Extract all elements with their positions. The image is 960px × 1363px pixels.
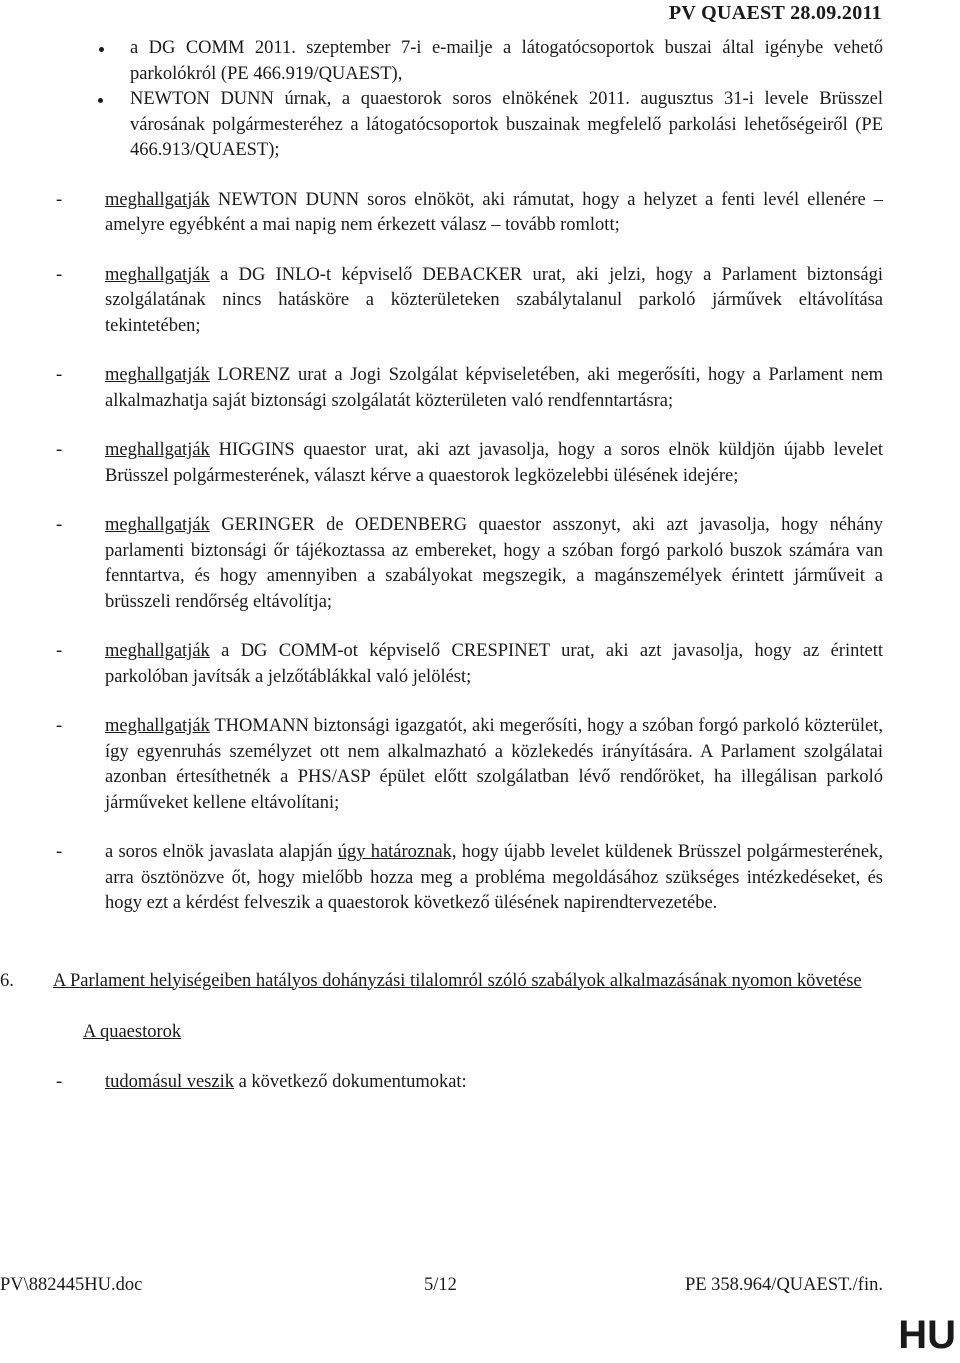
decision-verb: úgy határoznak, bbox=[337, 842, 457, 862]
footer-page-number: 5/12 bbox=[424, 1275, 457, 1295]
footer-doc-name: PV\882445HU.doc bbox=[0, 1275, 143, 1295]
hearing-item: - meghallgatják a DG INLO-t képviselő DEBACKER urat, aki jelzi, hogy a Parlament biztonsági szolgálatának nincs hatásköre a közterületeken szabálytalanul parkoló járművek eltávolítása tekintetében; bbox=[56, 264, 883, 336]
section-subhead: A quaestorok bbox=[83, 1022, 182, 1042]
bullet-icon bbox=[99, 47, 104, 52]
language-code: HU bbox=[898, 1313, 956, 1357]
section-verb: tudomásul veszik bbox=[105, 1071, 234, 1092]
section-title: A Parlament helyiségeiben hatályos dohányzási tilalomról szóló szabályok alkalmazásának nyomon követése bbox=[53, 970, 862, 991]
hearing-verb: meghallgatják bbox=[105, 365, 210, 385]
list-item: a DG COMM 2011. szeptember 7-i e-mailje a látogatócsoportok buszai által igénybe vehető parkolókról (PE 466.919/QUAEST), bbox=[30, 36, 883, 87]
hearing-verb: meghallgatják bbox=[105, 716, 210, 736]
section-item: - tudomásul veszik a következő dokumentumokat: bbox=[56, 1071, 467, 1092]
hearing-verb: meghallgatják bbox=[105, 264, 210, 285]
bullet-icon bbox=[98, 98, 103, 103]
hearing-item: - meghallgatják GERINGER de OEDENBERG quaestor asszonyt, aki azt javasolja, hogy néhány parlamenti biztonsági őr tájékoztassa az embereket, hogy a szóban forgó parkoló buszok számára van fenntartva, és hogy amennyiben a szabályokat megszegik, a magánszemélyek érintett járműveit a brüsszeli rendőrség eltávolítja; bbox=[56, 515, 883, 612]
document-body bbox=[0, 36, 883, 1095]
page-header-reference: PV QUAEST 28.09.2011 bbox=[668, 2, 882, 24]
section-number: 6. bbox=[0, 970, 14, 991]
list-item: NEWTON DUNN úrnak, a quaestorok soros elnökének 2011. augusztus 31-i levele Brüsszel városának polgármesteréhez a látogatócsoportok buszainak megfelelő parkolási lehetőségeiről (PE 466.913/QUAEST); bbox=[30, 87, 883, 164]
hearing-item: - meghallgatják HIGGINS quaestor urat, aki azt javasolja, hogy a soros elnök küldjön újabb levelet Brüsszel polgármesterének, választ kérve a quaestorok legközelebbi ülésének idejére; bbox=[56, 440, 883, 486]
hearing-item: - meghallgatják NEWTON DUNN soros elnököt, aki rámutat, hogy a helyzet a fenti levél ellenére – amelyre egyébként a mai napig nem érkezett válasz – tovább romlott; bbox=[56, 189, 883, 235]
hearing-verb: meghallgatják bbox=[105, 515, 210, 535]
hearing-verb: meghallgatják bbox=[105, 440, 210, 460]
hearing-item: - meghallgatják a DG COMM-ot képviselő CRESPINET urat, aki azt javasolja, hogy az érintett parkolóban javítsák a jelzőtáblákkal való jelölést; bbox=[56, 641, 883, 687]
decision-item: - a soros elnök javaslata alapján úgy határoznak, hogy újabb levelet küldenek Brüsszel polgármesterének, arra ösztönözve őt, hogy mielőbb hozza meg a probléma megoldásához szükséges intézkedéseket, és hogy ezt a kérdést felveszik a quaestorok következő ülésének napirendtervezetébe. bbox=[56, 842, 883, 913]
bullet-list bbox=[30, 36, 883, 164]
footer-reference: PE 358.964/QUAEST./fin. bbox=[684, 1275, 883, 1295]
hearing-item: - meghallgatják THOMANN biztonsági igazgatót, aki megerősíti, hogy a szóban forgó parkoló közterület, így egyenruhás személyzet ott nem alkalmazható a közlekedés irányítására. A Parlament szolgálatai azonban értesíthetnék a PHS/ASP épület előtt szolgálatban lévő rendőröket, ha illegálisan parkoló járműveket kellene eltávolítani; bbox=[56, 716, 883, 813]
agenda-section bbox=[0, 969, 905, 995]
hearing-item: - meghallgatják LORENZ urat a Jogi Szolgálat képviseletében, aki megerősíti, hogy a Parlament nem alkalmazhatja saját biztonsági szolgálatát közterületen való rendfenntartásra; bbox=[56, 365, 883, 411]
hearing-verb: meghallgatják bbox=[105, 641, 210, 661]
hearing-verb: meghallgatják bbox=[105, 189, 210, 210]
